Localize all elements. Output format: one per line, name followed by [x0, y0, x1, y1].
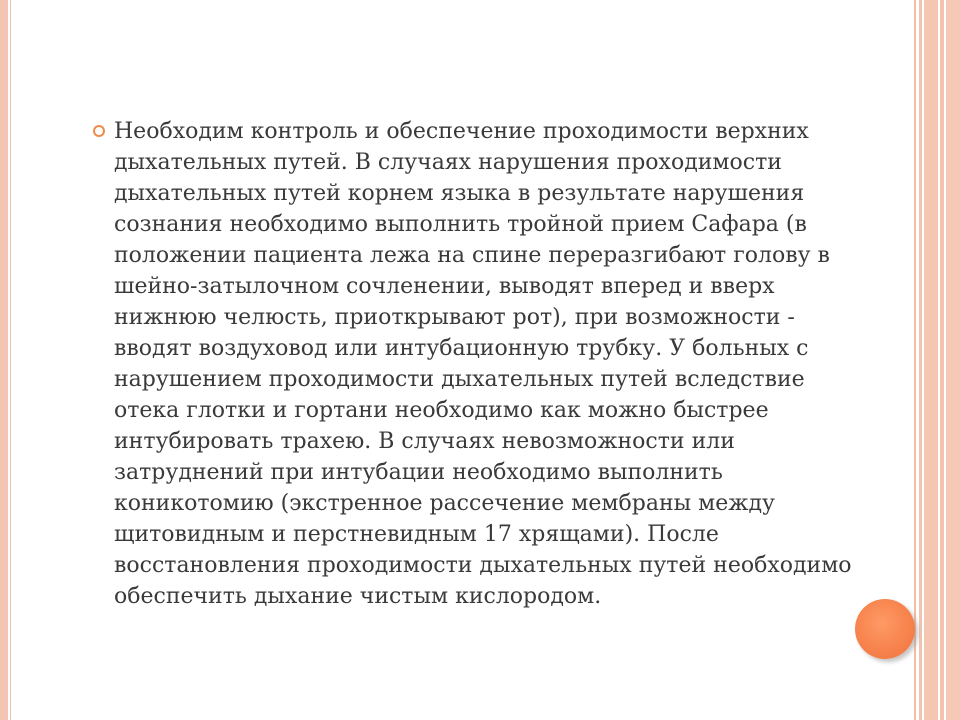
right-stripes-decoration [914, 0, 960, 720]
left-border-line [10, 0, 11, 720]
ring-bullet-icon [93, 125, 105, 137]
stripe [914, 0, 916, 720]
stripe [924, 0, 938, 720]
stripe [940, 0, 944, 720]
stripe [919, 0, 922, 720]
left-border-decoration [0, 0, 8, 720]
orange-circle-icon [855, 599, 915, 659]
stripe [946, 0, 960, 720]
bullet-paragraph: Необходим контроль и обеспечение проходимости верхних дыхательных путей. В случаях нарушения проходимости дыхательных путей корнем языка в результате нарушения сознания необходимо выполнить тройной прием Сафара (в положении пациента лежа на спине переразгибают голову в шейно-затылочном сочленении, выводят вперед и вверх нижнюю челюсть, приоткрывают рот), при возможности - вводят воздуховод или интубационную трубку. У больных с нарушением проходимости дыхательных путей вследствие отека глотки и гортани необходимо как можно быстрее интубировать трахею. В случаях невозможности или затруднений при интубации необходимо выполнить коникотомию (экстренное рассечение мембраны между щитовидным и перстневидным 17 хрящами). После восстановления проходимости дыхательных путей необходимо обеспечить дыхание чистым кислородом. [114, 119, 852, 609]
slide-body [114, 116, 854, 612]
